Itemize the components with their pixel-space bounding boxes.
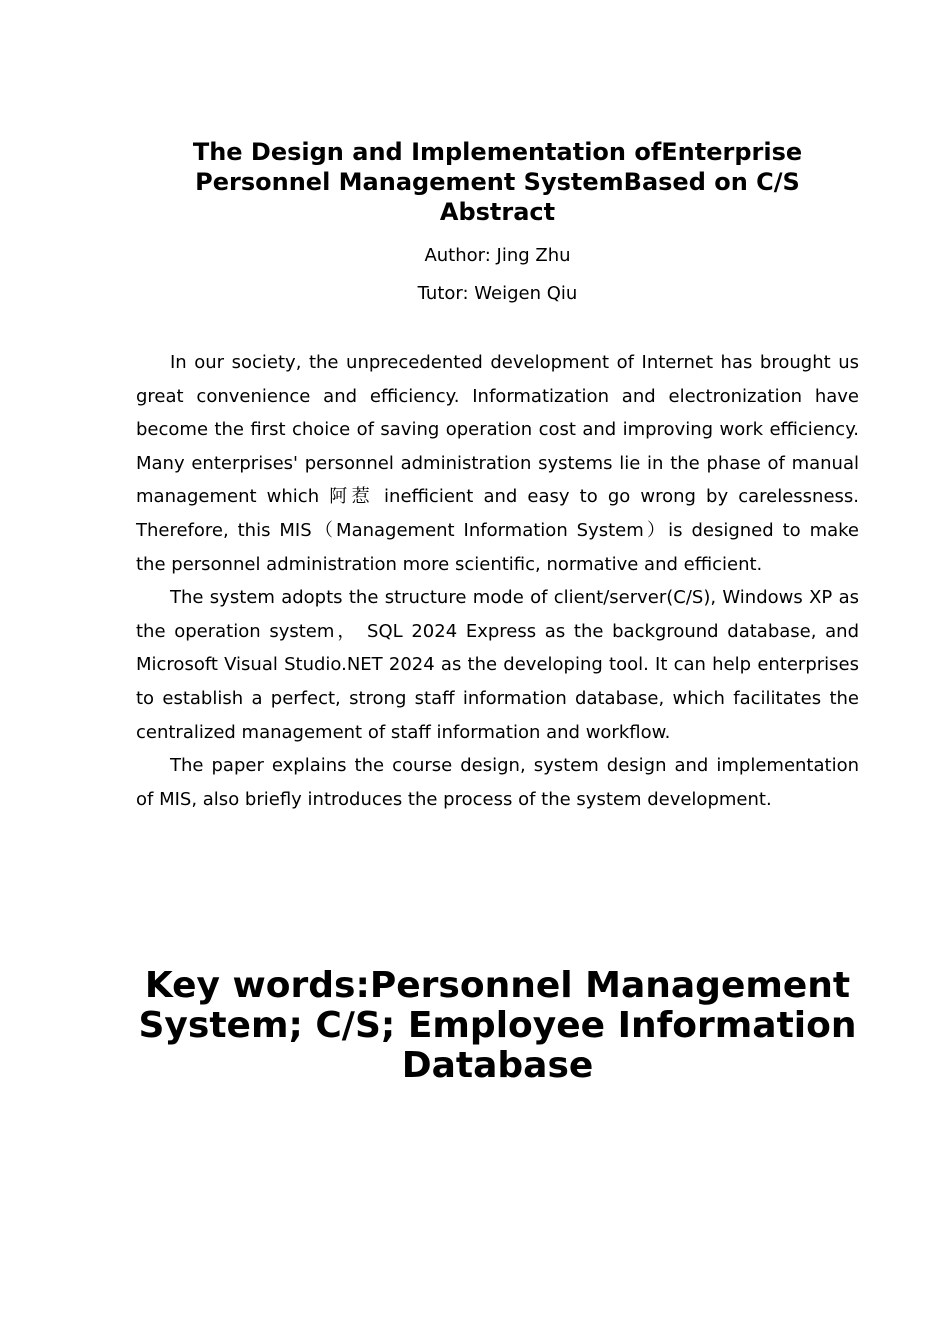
- abstract-paragraph-1: In our society, the unprecedented development of Internet has brought us great convenience and efficiency. Informatization and electronization have become the first choice of saving operation cost and improving work efficiency. Many enterprises' personnel administration systems lie in the phase of manual management which 阿惹 inefficient and easy to go wrong by carelessness. Therefore, this MIS（Management Information System）is designed to make the personnel administration more scientific, normative and efficient.: [136, 352, 859, 575]
- title-line-1: The Design and Implementation ofEnterprise: [192, 138, 803, 166]
- document-title: [136, 137, 859, 227]
- title-line-3: Abstract: [439, 198, 556, 226]
- author-line: Author: Jing Zhu: [424, 245, 571, 266]
- abstract-paragraph-3: The paper explains the course design, system design and implementation of MIS, also briefly introduces the process of the system development.: [136, 755, 859, 810]
- keywords-heading: Key words:Personnel Management System; C/S; Employee Information Database: [138, 965, 857, 1086]
- title-line-2: Personnel Management SystemBased on C/S: [195, 168, 800, 196]
- abstract-body: [136, 346, 859, 816]
- abstract-paragraph-2: The system adopts the structure mode of client/server(C/S), Windows XP as the operation system， SQL 2024 Express as the background database, and Microsoft Visual Studio.NET 2024 as the developing tool. It can help enterprises to establish a perfect, strong staff information database, which facilitates the centralized management of staff information and workflow.: [136, 587, 859, 743]
- tutor-line: Tutor: Weigen Qiu: [417, 283, 578, 304]
